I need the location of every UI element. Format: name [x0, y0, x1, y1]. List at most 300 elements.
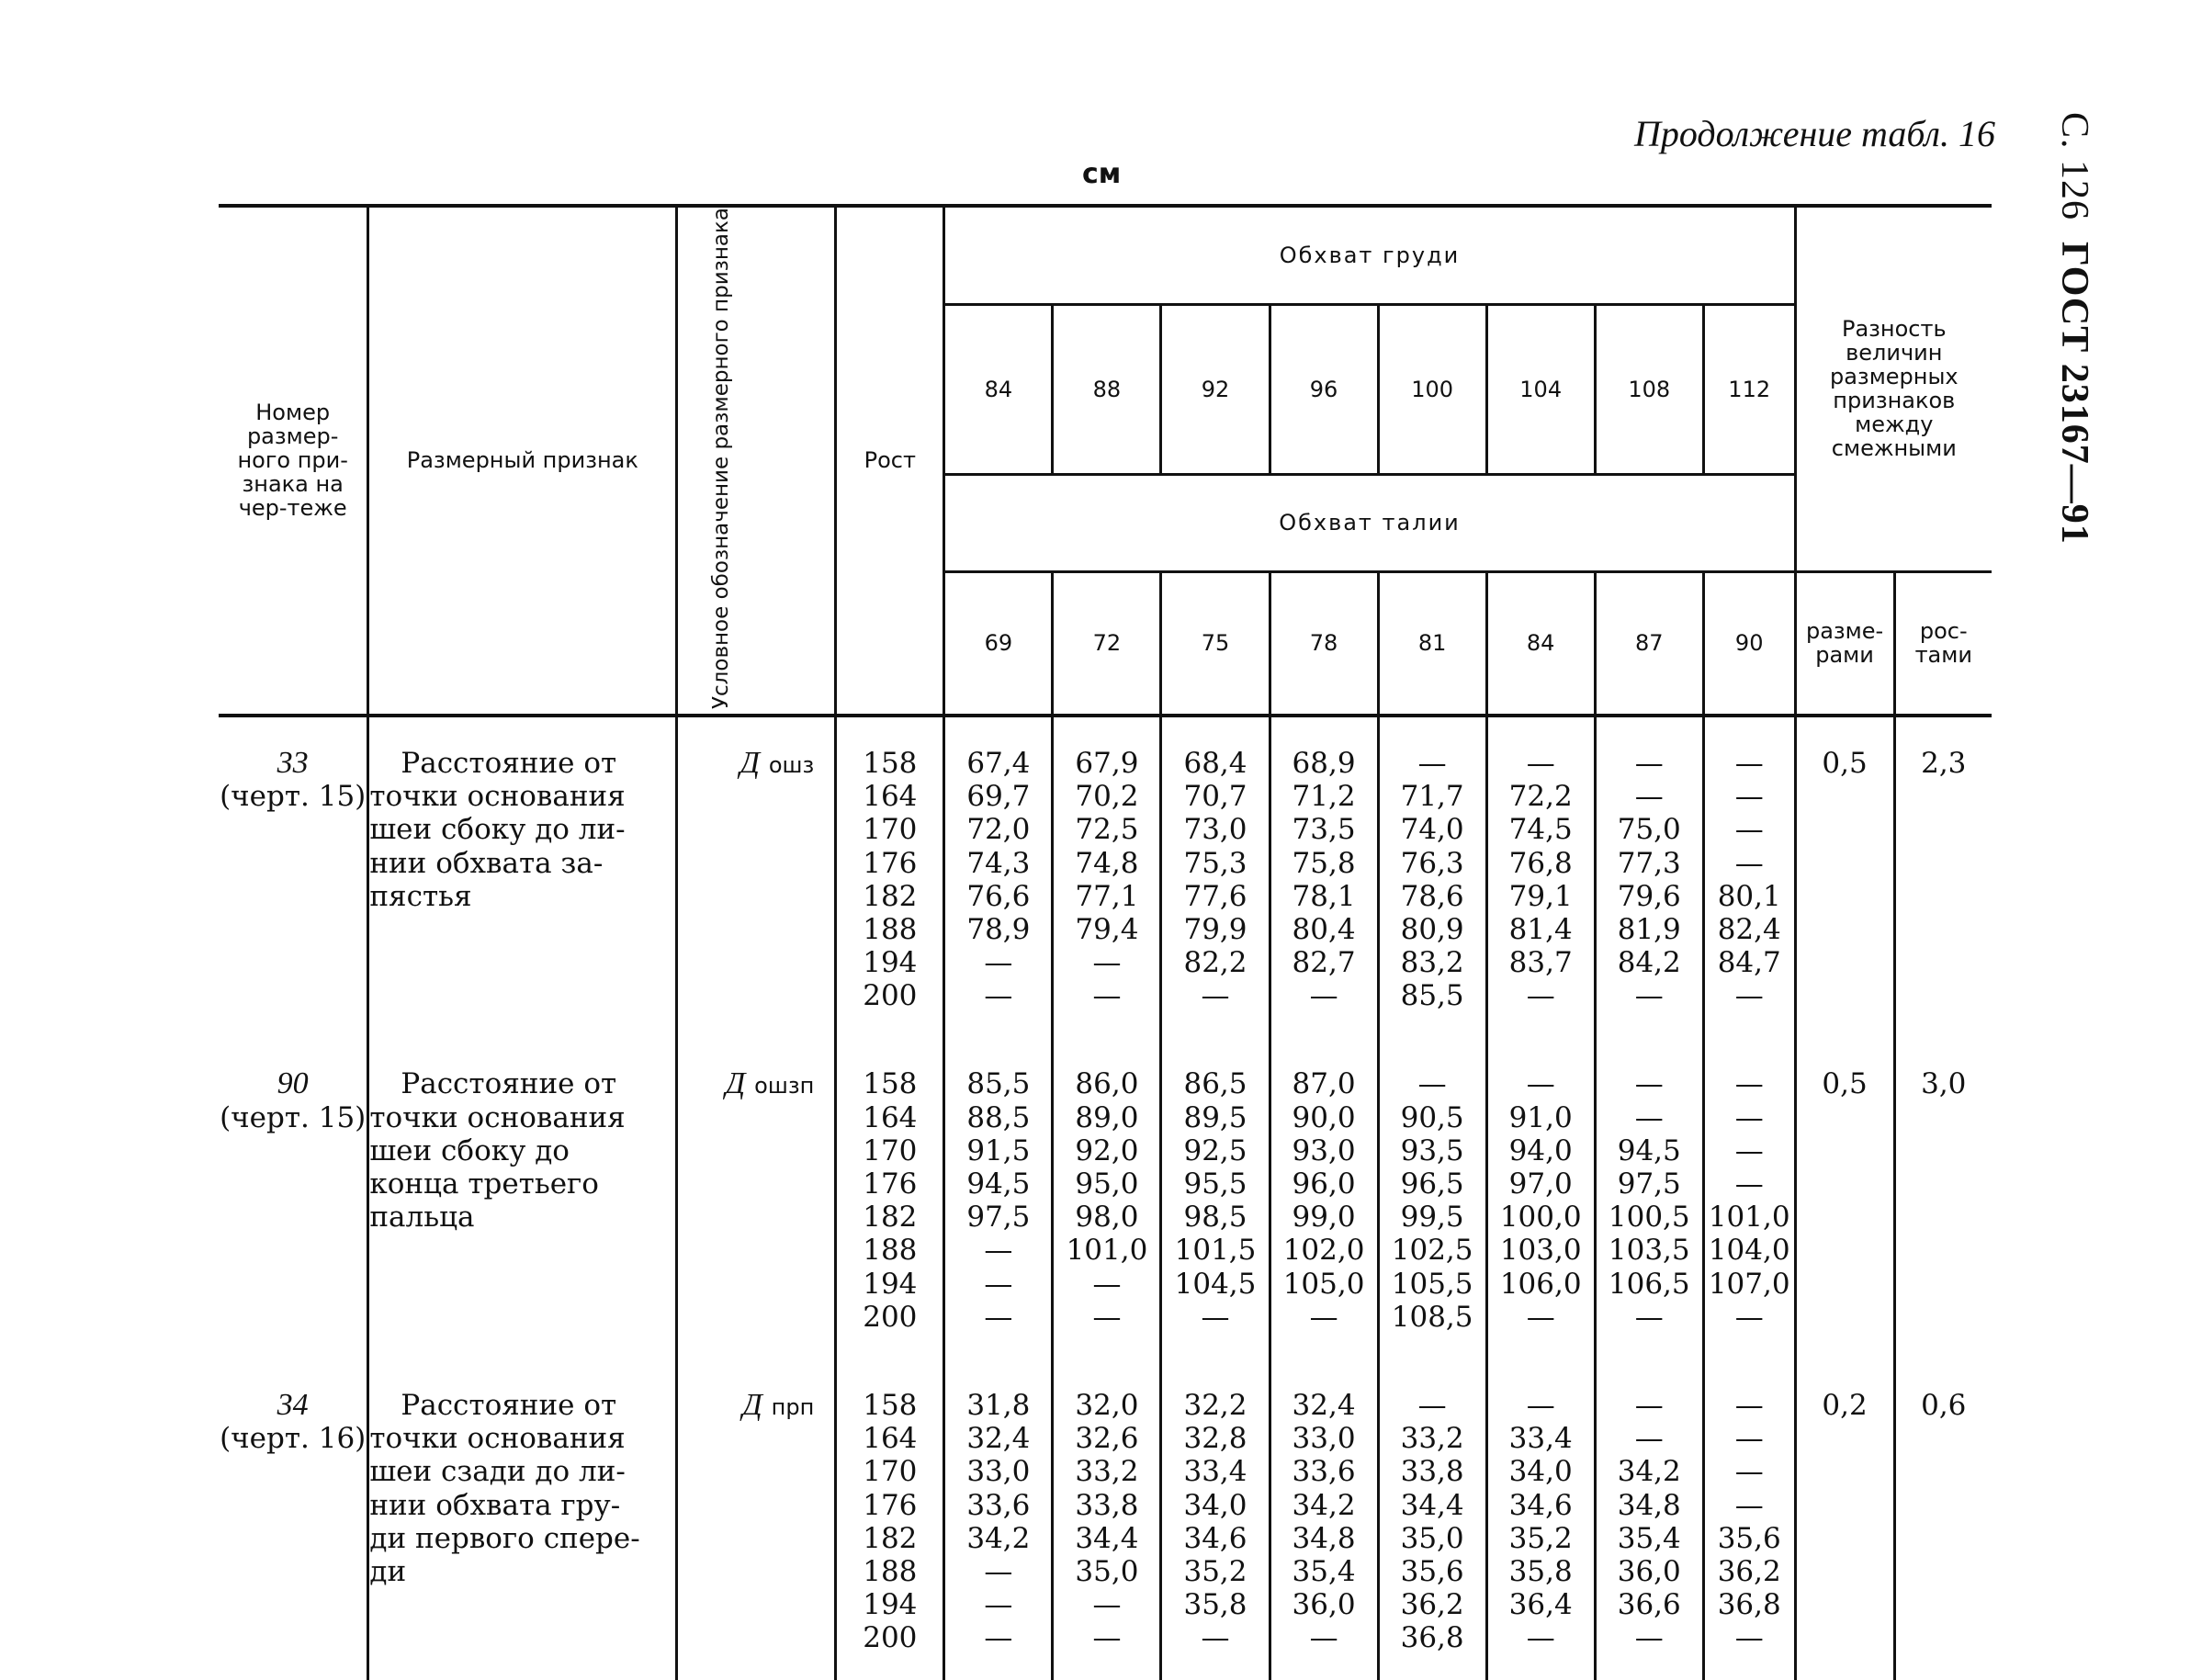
measurement-value: 76,8: [1508, 846, 1573, 880]
unit-label: см: [1082, 158, 1122, 190]
feature-name-line: точки основания: [369, 780, 626, 814]
measurement-value: 92,5: [1183, 1133, 1247, 1167]
value-column: [1053, 716, 1161, 1039]
chest-size-1: 88: [1053, 304, 1161, 474]
height-values: [836, 716, 944, 1039]
feature-name-line: точки основания: [369, 1422, 626, 1456]
measurement-value: 79,6: [1617, 879, 1681, 913]
measurement-value: —: [1309, 1300, 1338, 1334]
measurement-value: 94,5: [966, 1167, 1031, 1201]
height-value: 158: [863, 1067, 918, 1101]
feature-name: [368, 716, 677, 1039]
measurement-value: —: [1734, 1100, 1764, 1134]
height-value: 182: [863, 1521, 918, 1555]
height-value: 158: [863, 1388, 918, 1422]
measurement-value: —: [1634, 1621, 1664, 1655]
measurement-value: —: [1634, 1388, 1664, 1422]
measurement-value: 98,5: [1183, 1201, 1247, 1235]
feature-name-line: шеи сзади до ли-: [369, 1455, 626, 1489]
measurement-value: 72,5: [1075, 813, 1139, 847]
measurement-value: —: [1526, 746, 1555, 780]
measurement-value: 72,2: [1508, 780, 1573, 814]
measurement-value: —: [1734, 813, 1764, 847]
height-value: 176: [863, 1167, 918, 1201]
waist-size-4: 81: [1378, 571, 1486, 716]
measurement-value: 102,0: [1282, 1234, 1365, 1268]
measurement-value: 79,9: [1183, 912, 1247, 946]
height-value: 200: [863, 979, 918, 1013]
feature-symbol: [677, 716, 836, 1039]
measurement-value: —: [1634, 1300, 1664, 1334]
symbol-letter: Д: [725, 1066, 746, 1101]
measurement-value: —: [984, 1234, 1013, 1268]
measurement-value: 34,4: [1075, 1521, 1139, 1555]
measurement-value: 105,5: [1391, 1267, 1473, 1301]
measurement-value: 33,4: [1183, 1455, 1247, 1489]
diff-between-heights: 3,0: [1894, 1038, 1992, 1359]
measurement-value: 78,6: [1400, 879, 1464, 913]
measurement-value: 36,0: [1292, 1588, 1356, 1622]
measurement-value: 82,2: [1183, 946, 1247, 980]
feature-symbol: [677, 1038, 836, 1359]
measurement-value: 75,0: [1617, 813, 1681, 847]
measurement-value: —: [984, 1267, 1013, 1301]
measurement-value: 36,8: [1717, 1588, 1781, 1622]
feature-number: [219, 1359, 368, 1680]
height-value: 188: [863, 1234, 918, 1268]
measurement-value: 34,6: [1183, 1521, 1247, 1555]
measurement-value: 32,6: [1075, 1422, 1139, 1456]
measurement-value: —: [1734, 1455, 1764, 1489]
measurement-value: 84,2: [1617, 946, 1681, 980]
measurement-value: 36,8: [1400, 1621, 1464, 1655]
measurement-value: —: [1526, 1300, 1555, 1334]
value-column: [1486, 716, 1595, 1039]
drawing-reference: (черт. 15): [220, 780, 367, 814]
measurement-value: —: [1734, 1422, 1764, 1456]
measurement-value: 68,9: [1292, 746, 1356, 780]
measurement-value: 69,7: [966, 780, 1031, 814]
diff-between-heights: 0,6: [1894, 1359, 1992, 1680]
chest-size-2: 92: [1161, 304, 1270, 474]
measurement-value: —: [984, 1300, 1013, 1334]
value-column: [1270, 716, 1378, 1039]
diff-between-sizes: 0,2: [1795, 1359, 1894, 1680]
feature-name-line: пястья: [369, 879, 472, 913]
measurement-value: 78,9: [966, 912, 1031, 946]
measurement-value: —: [984, 1621, 1013, 1655]
waist-size-5: 84: [1486, 571, 1595, 716]
measurement-value: —: [1734, 1388, 1764, 1422]
measurement-value: —: [1417, 1067, 1447, 1101]
measurement-value: 70,2: [1075, 780, 1139, 814]
measurement-value: 71,7: [1400, 780, 1464, 814]
measurement-value: 97,0: [1508, 1167, 1573, 1201]
value-column: [1270, 1359, 1378, 1680]
measurement-value: 76,3: [1400, 846, 1464, 880]
feature-name-line: нии обхвата гру-: [369, 1488, 621, 1522]
measurement-value: 83,7: [1508, 946, 1573, 980]
waist-size-0: 69: [944, 571, 1053, 716]
measurement-value: —: [1092, 979, 1122, 1013]
height-value: 158: [863, 746, 918, 780]
height-value: 200: [863, 1300, 918, 1334]
measurement-value: 33,0: [1292, 1422, 1356, 1456]
header-diff-group: Разность величин размерных признаков между смежными: [1795, 206, 1992, 571]
measurement-value: 81,9: [1617, 912, 1681, 946]
measurement-value: 33,2: [1075, 1455, 1139, 1489]
height-value: 164: [863, 1100, 918, 1134]
measurement-value: 93,0: [1292, 1133, 1356, 1167]
measurement-value: 95,5: [1183, 1167, 1247, 1201]
measurement-value: 87,0: [1292, 1067, 1356, 1101]
measurement-value: 73,5: [1292, 813, 1356, 847]
measurement-value: 101,5: [1174, 1234, 1257, 1268]
header-height: Рост: [836, 206, 944, 716]
feature-name-line: ди: [369, 1555, 407, 1588]
measurement-value: —: [1092, 946, 1122, 980]
measurement-value: —: [1092, 1621, 1122, 1655]
feature-name-line: пальца: [369, 1201, 475, 1235]
feature-name-line: Расстояние от: [401, 1388, 617, 1422]
measurement-value: 84,7: [1717, 946, 1781, 980]
feature-name: [368, 1038, 677, 1359]
height-value: 164: [863, 1422, 918, 1456]
measurement-value: 96,0: [1292, 1167, 1356, 1201]
value-column: [1595, 716, 1703, 1039]
waist-size-6: 87: [1595, 571, 1703, 716]
height-values: [836, 1038, 944, 1359]
waist-size-3: 78: [1270, 571, 1378, 716]
measurement-value: 36,6: [1617, 1588, 1681, 1622]
symbol-letter: Д: [739, 745, 761, 780]
feature-name-line: ди первого спере-: [369, 1521, 640, 1555]
height-value: 194: [863, 1267, 918, 1301]
height-value: 182: [863, 1201, 918, 1235]
measurement-value: —: [1734, 979, 1764, 1013]
measurement-value: 67,9: [1075, 746, 1139, 780]
measurement-value: 34,8: [1292, 1521, 1356, 1555]
measurement-value: 80,4: [1292, 912, 1356, 946]
measurement-value: 75,8: [1292, 846, 1356, 880]
measurement-value: 35,4: [1292, 1554, 1356, 1588]
value-column: [944, 1359, 1053, 1680]
chest-size-7: 112: [1703, 304, 1795, 474]
feature-symbol: [677, 1359, 836, 1680]
measurement-value: 33,4: [1508, 1422, 1573, 1456]
header-symbol-text: Условное обозначение размерного признака: [709, 208, 734, 709]
value-column: [1161, 716, 1270, 1039]
symbol-letter: Д: [742, 1387, 762, 1422]
measurement-value: 34,2: [1617, 1455, 1681, 1489]
header-diff-sizes: разме-рами: [1795, 571, 1894, 716]
symbol-subscript: ошз: [768, 751, 815, 778]
measurement-value: —: [1634, 746, 1664, 780]
feature-name-line: Расстояние от: [401, 746, 617, 780]
standard-code: ГОСТ 23167—91: [2053, 242, 2095, 545]
header-diff-heights: рос-тами: [1894, 571, 1992, 716]
measurement-value: 107,0: [1708, 1267, 1790, 1301]
header-feature-name: Размерный признак: [368, 206, 677, 716]
measurement-value: 94,5: [1617, 1133, 1681, 1167]
waist-size-7: 90: [1703, 571, 1795, 716]
value-column: [1595, 1359, 1703, 1680]
table-row: [219, 716, 1992, 1039]
measurement-value: 33,2: [1400, 1422, 1464, 1456]
measurement-value: —: [984, 979, 1013, 1013]
measurement-value: 82,7: [1292, 946, 1356, 980]
measurement-value: —: [1634, 1100, 1664, 1134]
measurement-value: —: [1092, 1588, 1122, 1622]
measurement-value: 74,3: [966, 846, 1031, 880]
measurement-value: 74,0: [1400, 813, 1464, 847]
drawing-reference: (черт. 16): [220, 1422, 367, 1456]
measurement-value: 97,5: [1617, 1167, 1681, 1201]
measurement-value: —: [1201, 1300, 1230, 1334]
measurement-value: 34,0: [1508, 1455, 1573, 1489]
measurement-value: 76,6: [966, 879, 1031, 913]
measurement-value: 78,1: [1292, 879, 1356, 913]
measurement-value: —: [1734, 1167, 1764, 1201]
measurement-value: 33,6: [966, 1488, 1031, 1522]
measurement-value: —: [1734, 780, 1764, 814]
feature-name-line: нии обхвата за-: [369, 846, 604, 880]
value-column: [1486, 1359, 1595, 1680]
height-value: 170: [863, 1133, 918, 1167]
measurement-value: 86,5: [1183, 1067, 1247, 1101]
height-value: 164: [863, 780, 918, 814]
symbol-subscript: ошзп: [754, 1073, 815, 1099]
measurement-value: 70,7: [1183, 780, 1247, 814]
measurement-value: 103,5: [1608, 1234, 1690, 1268]
measurement-value: 33,6: [1292, 1455, 1356, 1489]
measurement-value: 77,1: [1075, 879, 1139, 913]
feature-number-value: 34: [277, 1387, 309, 1422]
measurement-value: 106,0: [1499, 1267, 1582, 1301]
height-value: 170: [863, 1455, 918, 1489]
measurement-value: —: [1634, 979, 1664, 1013]
height-value: 188: [863, 912, 918, 946]
measurement-value: —: [984, 1554, 1013, 1588]
height-value: 194: [863, 946, 918, 980]
measurement-value: 35,8: [1508, 1554, 1573, 1588]
measurement-value: 32,8: [1183, 1422, 1247, 1456]
feature-number-value: 90: [277, 1066, 309, 1101]
measurement-value: —: [1417, 746, 1447, 780]
measurement-value: 92,0: [1075, 1133, 1139, 1167]
diff-between-sizes: 0,5: [1795, 1038, 1894, 1359]
measurement-value: —: [1634, 1067, 1664, 1101]
measurement-value: 108,5: [1391, 1300, 1473, 1334]
measurement-value: 34,2: [1292, 1488, 1356, 1522]
feature-number: [219, 1038, 368, 1359]
measurement-value: 35,0: [1075, 1554, 1139, 1588]
measurement-value: 74,8: [1075, 846, 1139, 880]
measurement-value: 90,0: [1292, 1100, 1356, 1134]
measurement-value: 102,5: [1391, 1234, 1473, 1268]
measurement-value: —: [1201, 1621, 1230, 1655]
measurement-value: 100,0: [1499, 1201, 1582, 1235]
measurement-value: —: [1734, 1488, 1764, 1522]
symbol-subscript: прп: [771, 1393, 815, 1420]
measurement-value: 33,8: [1400, 1455, 1464, 1489]
feature-number: [219, 716, 368, 1039]
value-column: [1378, 1359, 1486, 1680]
feature-name-line: шеи сбоку до: [369, 1133, 570, 1167]
measurement-value: 35,2: [1183, 1554, 1247, 1588]
measurement-value: 95,0: [1075, 1167, 1139, 1201]
table-caption: Продолжение табл. 16: [1633, 113, 1995, 154]
value-column: [944, 716, 1053, 1039]
table-row: [219, 1038, 1992, 1359]
value-column: [1161, 1359, 1270, 1680]
chest-size-6: 108: [1595, 304, 1703, 474]
measurement-value: 89,5: [1183, 1100, 1247, 1134]
measurement-value: 34,0: [1183, 1488, 1247, 1522]
measurement-value: —: [1734, 846, 1764, 880]
height-value: 176: [863, 1488, 918, 1522]
measurement-value: 104,0: [1708, 1234, 1790, 1268]
value-column: [944, 1038, 1053, 1359]
measurement-value: —: [984, 946, 1013, 980]
measurement-value: 104,5: [1174, 1267, 1257, 1301]
measurement-value: 94,0: [1508, 1133, 1573, 1167]
measurement-value: 75,3: [1183, 846, 1247, 880]
measurement-value: 34,6: [1508, 1488, 1573, 1522]
value-column: [1703, 716, 1795, 1039]
measurement-value: 105,0: [1282, 1267, 1365, 1301]
measurement-value: 35,6: [1400, 1554, 1464, 1588]
measurement-value: 79,4: [1075, 912, 1139, 946]
measurement-value: 32,4: [1292, 1388, 1356, 1422]
measurement-value: 101,0: [1708, 1201, 1790, 1235]
height-value: 176: [863, 846, 918, 880]
measurement-value: 32,0: [1075, 1388, 1139, 1422]
header-feature-number: Номер размер-ного при-знака на чер-теже: [219, 206, 368, 716]
measurement-value: —: [1526, 1388, 1555, 1422]
value-column: [1703, 1038, 1795, 1359]
measurement-value: —: [1734, 1621, 1764, 1655]
measurement-value: 72,0: [966, 813, 1031, 847]
height-value: 200: [863, 1621, 918, 1655]
measurement-value: 67,4: [966, 746, 1031, 780]
diff-between-heights: 2,3: [1894, 716, 1992, 1039]
measurement-value: 36,0: [1617, 1554, 1681, 1588]
measurement-value: 91,0: [1508, 1100, 1573, 1134]
page-number: С. 126: [2053, 112, 2095, 221]
measurement-value: 89,0: [1075, 1100, 1139, 1134]
measurement-value: 100,5: [1608, 1201, 1690, 1235]
measurement-value: 96,5: [1400, 1167, 1464, 1201]
drawing-reference: (черт. 15): [220, 1100, 367, 1134]
measurement-value: 35,4: [1617, 1521, 1681, 1555]
value-column: [1270, 1038, 1378, 1359]
value-column: [1378, 1038, 1486, 1359]
measurement-value: 68,4: [1183, 746, 1247, 780]
measurement-value: —: [1734, 746, 1764, 780]
measurement-value: 36,2: [1400, 1588, 1464, 1622]
measurement-value: 88,5: [966, 1100, 1031, 1134]
measurement-value: 99,5: [1400, 1201, 1464, 1235]
value-column: [1595, 1038, 1703, 1359]
measurement-value: 33,0: [966, 1455, 1031, 1489]
measurement-value: 85,5: [1400, 979, 1464, 1013]
measurement-value: 35,6: [1717, 1521, 1781, 1555]
measurement-value: 106,5: [1608, 1267, 1690, 1301]
measurement-value: 98,0: [1075, 1201, 1139, 1235]
measurement-value: —: [1526, 1067, 1555, 1101]
measurement-value: 91,5: [966, 1133, 1031, 1167]
waist-size-2: 75: [1161, 571, 1270, 716]
header-chest-group: Обхват груди: [944, 206, 1795, 304]
value-column: [1378, 716, 1486, 1039]
chest-size-4: 100: [1378, 304, 1486, 474]
measurement-value: 35,2: [1508, 1521, 1573, 1555]
height-value: 170: [863, 813, 918, 847]
feature-number-value: 33: [277, 745, 309, 780]
height-values: [836, 1359, 944, 1680]
measurement-value: 74,5: [1508, 813, 1573, 847]
height-value: 188: [863, 1554, 918, 1588]
measurement-value: 32,4: [966, 1422, 1031, 1456]
measurement-value: —: [1309, 1621, 1338, 1655]
measurement-value: 35,0: [1400, 1521, 1464, 1555]
measurement-value: —: [1092, 1300, 1122, 1334]
measurements-table: [219, 204, 1992, 1680]
measurement-value: —: [1734, 1133, 1764, 1167]
measurement-value: 93,5: [1400, 1133, 1464, 1167]
measurement-value: 36,4: [1508, 1588, 1573, 1622]
measurement-value: 79,1: [1508, 879, 1573, 913]
feature-name-line: шеи сбоку до ли-: [369, 813, 626, 847]
measurement-value: 99,0: [1292, 1201, 1356, 1235]
chest-size-0: 84: [944, 304, 1053, 474]
measurement-value: 31,8: [966, 1388, 1031, 1422]
value-column: [1486, 1038, 1595, 1359]
table-row: [219, 1359, 1992, 1680]
measurement-value: 34,2: [966, 1521, 1031, 1555]
measurement-value: 83,2: [1400, 946, 1464, 980]
measurement-value: 103,0: [1499, 1234, 1582, 1268]
header-waist-group: Обхват талии: [944, 474, 1795, 571]
feature-name-line: Расстояние от: [401, 1067, 617, 1101]
height-value: 182: [863, 879, 918, 913]
measurement-value: 33,8: [1075, 1488, 1139, 1522]
measurement-value: 35,8: [1183, 1588, 1247, 1622]
measurement-value: 85,5: [966, 1067, 1031, 1101]
measurement-value: —: [1734, 1300, 1764, 1334]
measurement-value: 82,4: [1717, 912, 1781, 946]
chest-size-3: 96: [1270, 304, 1378, 474]
chest-size-5: 104: [1486, 304, 1595, 474]
diff-between-sizes: 0,5: [1795, 716, 1894, 1039]
measurement-value: 81,4: [1508, 912, 1573, 946]
measurement-value: 71,2: [1292, 780, 1356, 814]
height-value: 194: [863, 1588, 918, 1622]
measurement-value: 80,9: [1400, 912, 1464, 946]
measurement-value: —: [1526, 979, 1555, 1013]
page-side-header: [2041, 112, 2096, 545]
measurement-value: 97,5: [966, 1201, 1031, 1235]
measurement-value: 80,1: [1717, 879, 1781, 913]
measurement-value: 36,2: [1717, 1554, 1781, 1588]
measurement-value: 86,0: [1075, 1067, 1139, 1101]
measurement-value: —: [1309, 979, 1338, 1013]
waist-size-1: 72: [1053, 571, 1161, 716]
header-symbol: [677, 206, 836, 716]
feature-name-line: конца третьего: [369, 1167, 599, 1201]
measurement-value: 77,6: [1183, 879, 1247, 913]
